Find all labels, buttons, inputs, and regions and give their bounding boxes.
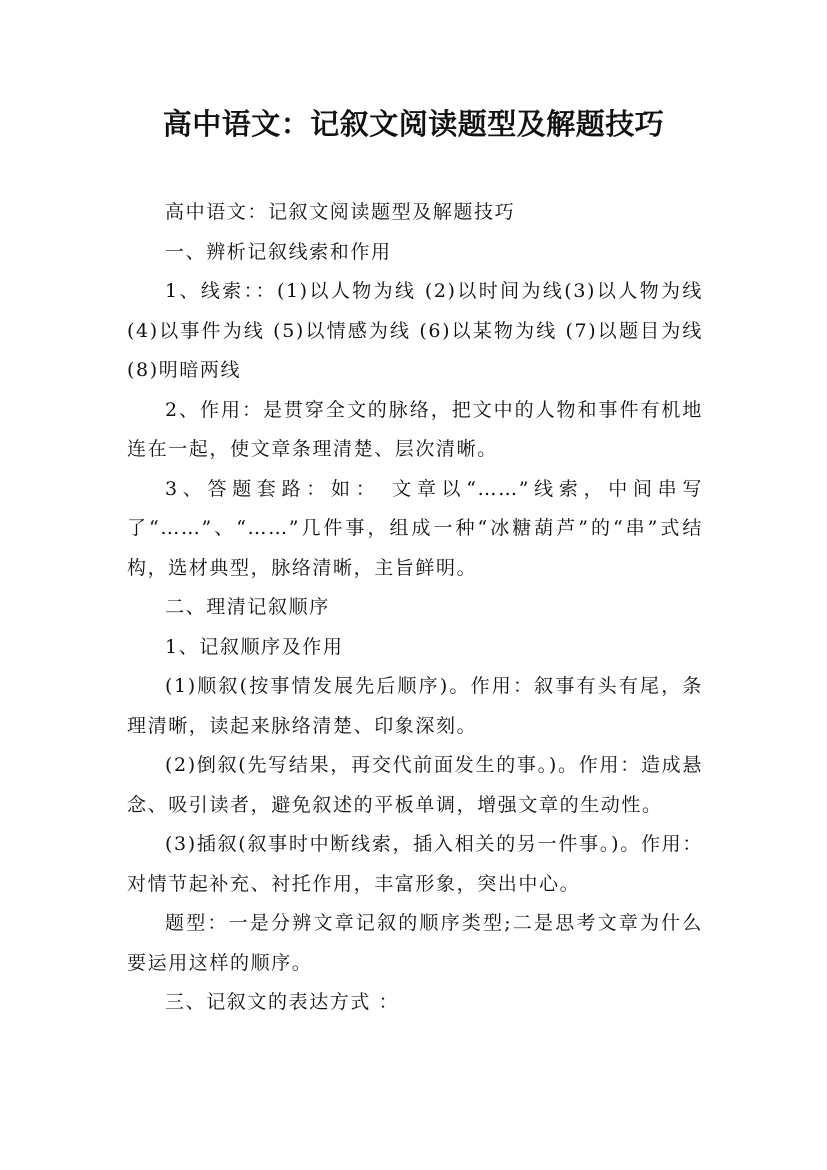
paragraph-subtitle: 高中语文：记叙文阅读题型及解题技巧 [165, 201, 516, 223]
paragraph-clue-function: 2、作用：是贯穿全文的脉络，把文中的人物和事件有机地连在一起，使文章条理清楚、层次清晰。 [127, 398, 703, 460]
section-heading-expression: 三、记叙文的表达方式 ： [165, 991, 400, 1013]
document-title: 高中语文：记叙文阅读题型及解题技巧 [162, 107, 665, 141]
section-heading-order: 二、理清记叙顺序 [165, 596, 330, 618]
section-heading-clues: 一、辨析记叙线索和作用 [165, 240, 392, 263]
paragraph-interpolation: (3)插叙(叙事时中断线索，插入相关的另一件事。)。作用：对情节起补充、衬托作用，丰富形象，突出中心。 [127, 833, 703, 895]
subheading-order-function: 1、记叙顺序及作用 [165, 635, 344, 658]
paragraph-question-types: 题型：一是分辨文章记叙的顺序类型;二是思考文章为什么要运用这样的顺序。 [127, 912, 703, 974]
document-body [127, 193, 703, 1023]
paragraph-flashback: (2)倒叙(先写结果，再交代前面发生的事。)。作用：造成悬念、吸引读者，避免叙述的平板单调，增强文章的生动性。 [127, 754, 703, 816]
paragraph-chronological: (1)顺叙(按事情发展先后顺序)。作用：叙事有头有尾，条理清晰，读起来脉络清楚、印象深刻。 [127, 675, 703, 737]
paragraph-answer-template: 3、答题套路：如： 文章以“……”线索，中间串写了“……”、“……”几件事，组成一种“冰糖葫芦”的“串”式结构，选材典型，脉络清晰，主旨鲜明。 [127, 477, 703, 579]
paragraph-clue-types: 1、线索：：(1)以人物为线 (2)以时间为线(3)以人物为线 (4)以事件为线 (5)以情感为线 (6)以某物为线 (7)以题目为线(8)明暗两线 [127, 280, 703, 381]
